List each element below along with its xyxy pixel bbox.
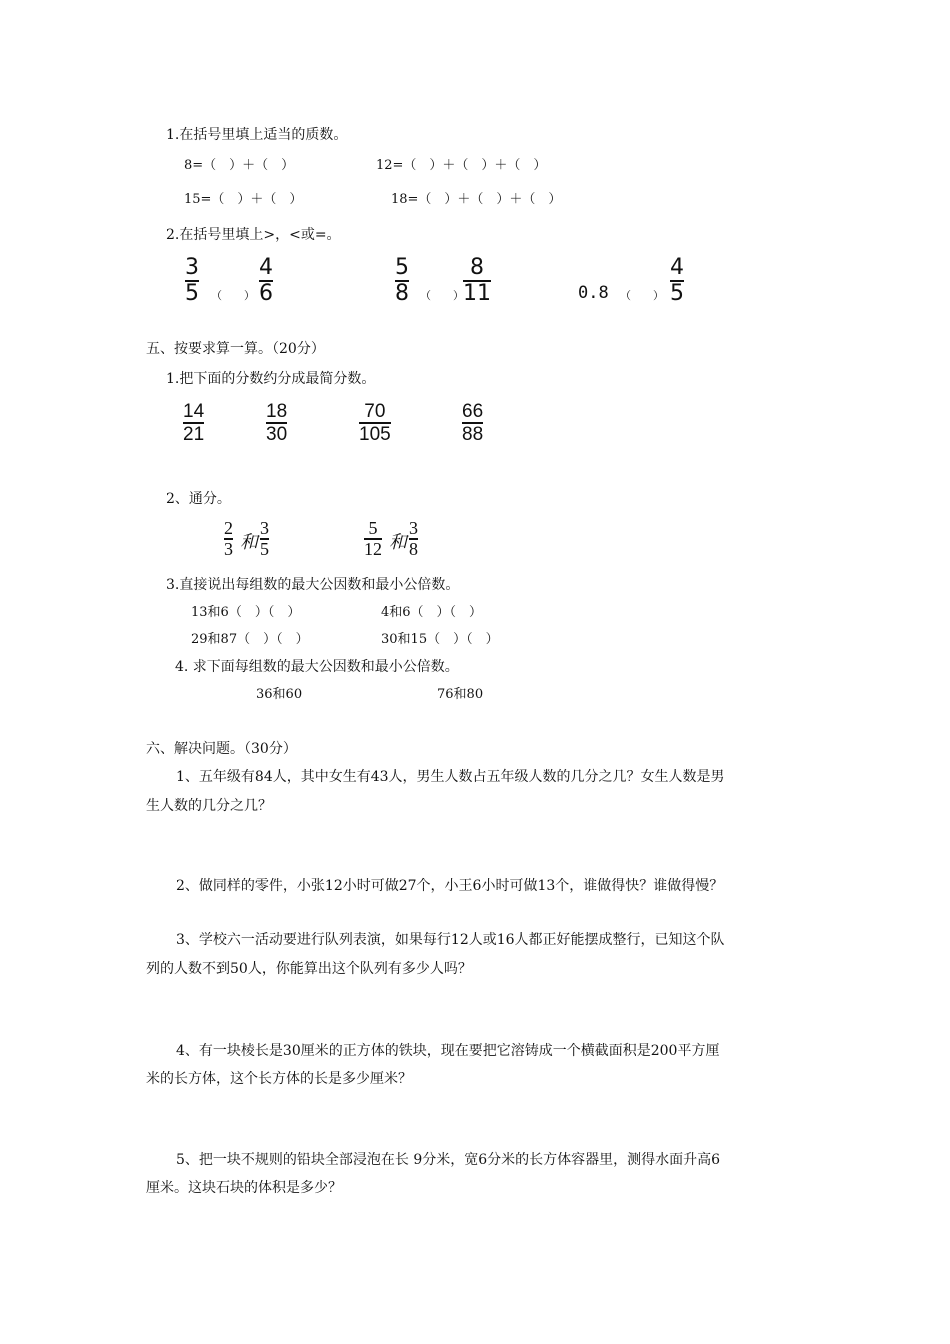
q4-row1-b: 12=（ ）＋（ ）＋（ ） — [376, 158, 547, 173]
problem-4-line1: 4、有一块棱长是30厘米的正方体的铁块，现在要把它溶铸成一个横截面积是200平方厘 — [176, 1043, 720, 1059]
q5-item4-title: 4. 求下面每组数的最大公因数和最小公倍数。 — [175, 659, 459, 675]
problem-5-line1: 5、把一块不规则的铅块全部浸泡在长 9分米，宽6分米的长方体容器里，测得水面升高6 — [176, 1152, 721, 1168]
q4-row2-a: 15=（ ）＋（ ） — [184, 192, 303, 207]
fraction: 70 105 — [359, 401, 391, 445]
problem-1-line1: 1、五年级有84人，其中女生有43人，男生人数占五年级人数的几分之几？女生人数是男 — [176, 769, 725, 785]
decimal-value: 0.8 — [578, 283, 609, 303]
answer-blank[interactable]: （ ） — [211, 289, 255, 302]
problem-1-line2: 生人数的几分之几？ — [146, 798, 272, 814]
q5-item2-title: 2、通分。 — [166, 491, 231, 507]
q4-row1-a: 8=（ ）＋（ ） — [184, 158, 295, 173]
q5-item4-pair: 76和80 — [437, 687, 484, 702]
problem-3-line1: 3、学校六一活动要进行队列表演，如果每行12人或16人都正好能摆成整行，已知这个队 — [176, 932, 725, 948]
fraction: 2 3 — [224, 518, 233, 559]
fraction: 8 11 — [463, 255, 491, 306]
q5-item4-pair: 36和60 — [256, 687, 303, 702]
q5-item3-row: 29和87（ ）（ ） — [191, 632, 309, 647]
fraction: 4 5 — [670, 255, 684, 306]
q4-row2-b: 18=（ ）＋（ ）＋（ ） — [391, 192, 562, 207]
fraction: 14 21 — [183, 401, 205, 445]
fraction: 3 5 — [260, 518, 269, 559]
section-6-title: 六、解决问题。（30分） — [146, 741, 297, 757]
problem-4-line2: 米的长方体，这个长方体的长是多少厘米？ — [146, 1071, 412, 1087]
q5-item3-title: 3.直接说出每组数的最大公因数和最小公倍数。 — [166, 577, 460, 593]
q5-item1-title: 1.把下面的分数约分成最简分数。 — [166, 371, 376, 387]
answer-blank[interactable]: （ ） — [420, 289, 464, 302]
fraction: 66 88 — [462, 401, 484, 445]
fraction: 5 12 — [364, 518, 382, 559]
section-5-title: 五、按要求算一算。（20分） — [146, 341, 325, 357]
problem-2-line1: 2、做同样的零件，小张12小时可做27个，小王6小时可做13个，谁做得快？谁做得慢？ — [176, 878, 724, 894]
fraction: 18 30 — [266, 401, 288, 445]
q5-item3-row: 4和6（ ）（ ） — [381, 605, 483, 620]
problem-5-line2: 厘米。这块石块的体积是多少？ — [146, 1180, 342, 1196]
fraction: 3 8 — [409, 518, 418, 559]
q5-item3-row: 30和15（ ）（ ） — [381, 632, 499, 647]
q4-item1-title: 1.在括号里填上适当的质数。 — [166, 127, 348, 143]
and-word: 和 — [240, 532, 258, 552]
q4-item2-title: 2.在括号里填上>，<或=。 — [166, 227, 341, 243]
answer-blank[interactable]: （ ） — [620, 289, 664, 302]
fraction: 5 8 — [395, 255, 409, 306]
fraction: 4 6 — [259, 255, 273, 306]
q5-item3-row: 13和6（ ）（ ） — [191, 605, 301, 620]
fraction: 3 5 — [185, 255, 199, 306]
problem-3-line2: 列的人数不到50人，你能算出这个队列有多少人吗？ — [146, 961, 472, 977]
and-word: 和 — [389, 532, 407, 552]
